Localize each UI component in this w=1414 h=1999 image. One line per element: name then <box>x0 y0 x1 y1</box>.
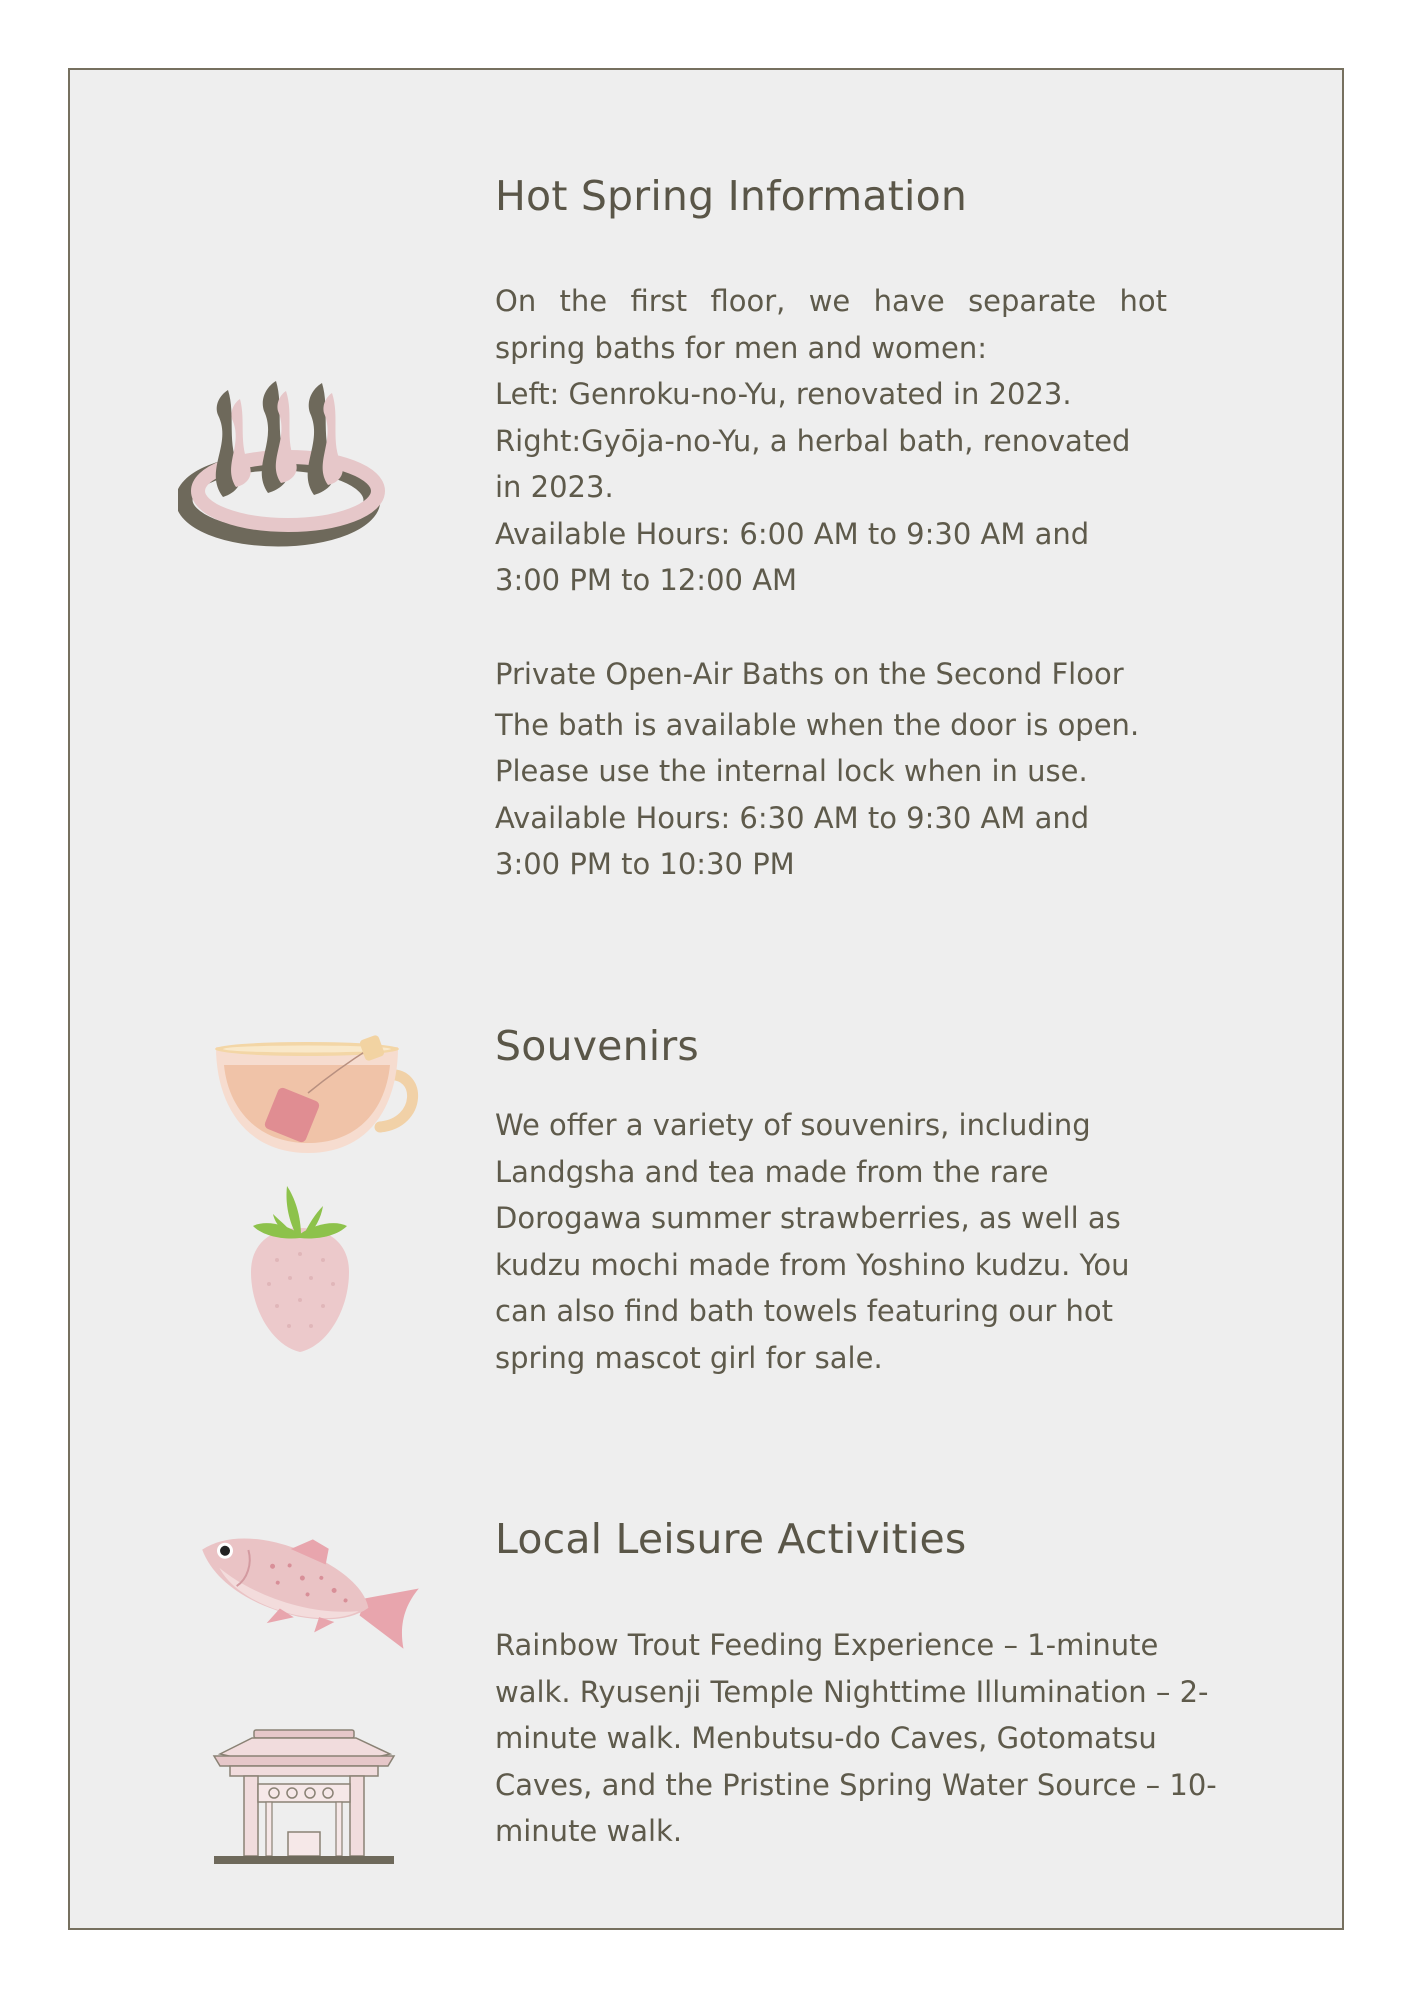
hot-spring-intro-line: On the first floor, we have separate hot <box>495 284 1167 318</box>
private-bath-body <box>495 651 1139 888</box>
hot-spring-title: Hot Spring Information <box>495 172 968 220</box>
text-line: 3:00 PM to 10:30 PM <box>495 847 795 881</box>
text-line: Left: Genroku-no-Yu, renovated in 2023. <box>495 377 1072 411</box>
private-bath-subtitle: Private Open-Air Baths on the Second Floor <box>495 657 1124 691</box>
text-line: walk. Ryusenji Temple Nighttime Illumination – 2- <box>495 1674 1209 1709</box>
hot-spring-body <box>495 278 1167 604</box>
souvenirs-title: Souvenirs <box>495 1022 699 1070</box>
leisure-title: Local Leisure Activities <box>495 1515 967 1563</box>
text-line: 3:00 PM to 12:00 AM <box>495 563 798 597</box>
text-line: minute walk. Menbutsu-do Caves, Gotomatsu <box>495 1721 1157 1755</box>
strawberry-icon <box>245 1180 355 1355</box>
text-line: We offer a variety of souvenirs, including <box>495 1108 1091 1142</box>
text-line: Please use the internal lock when in use. <box>495 754 1088 788</box>
temple-gate-icon <box>212 1728 397 1868</box>
text-line: The bath is available when the door is open. <box>495 707 1140 742</box>
text-line: can also find bath towels featuring our hot <box>495 1294 1114 1328</box>
text-line: Available Hours: 6:30 AM to 9:30 AM and <box>495 800 1090 835</box>
text-line: minute walk. <box>495 1814 683 1848</box>
text-line: in 2023. <box>495 470 614 504</box>
text-line: Rainbow Trout Feeding Experience – 1-minute <box>495 1628 1159 1662</box>
rainbow-trout-icon <box>188 1515 423 1660</box>
text-line: Right:Gyōja-no-Yu, a herbal bath, renovated <box>495 423 1131 458</box>
text-line: Available Hours: 6:00 AM to 9:30 AM and <box>495 516 1090 551</box>
text-line: spring baths for men and women: <box>495 330 988 365</box>
text-line: Caves, and the Pristine Spring Water Source – 10- <box>495 1767 1217 1802</box>
text-line: Dorogawa summer strawberries, as well as <box>495 1201 1121 1235</box>
text-line: kudzu mochi made from Yoshino kudzu. You <box>495 1247 1130 1282</box>
tea-cup-icon <box>210 1035 430 1165</box>
onsen-icon <box>178 375 388 560</box>
souvenirs-body <box>495 1102 1130 1381</box>
text-line: Landgsha and tea made from the rare <box>495 1154 1049 1189</box>
text-line: spring mascot girl for sale. <box>495 1340 883 1375</box>
leisure-body <box>495 1622 1217 1855</box>
